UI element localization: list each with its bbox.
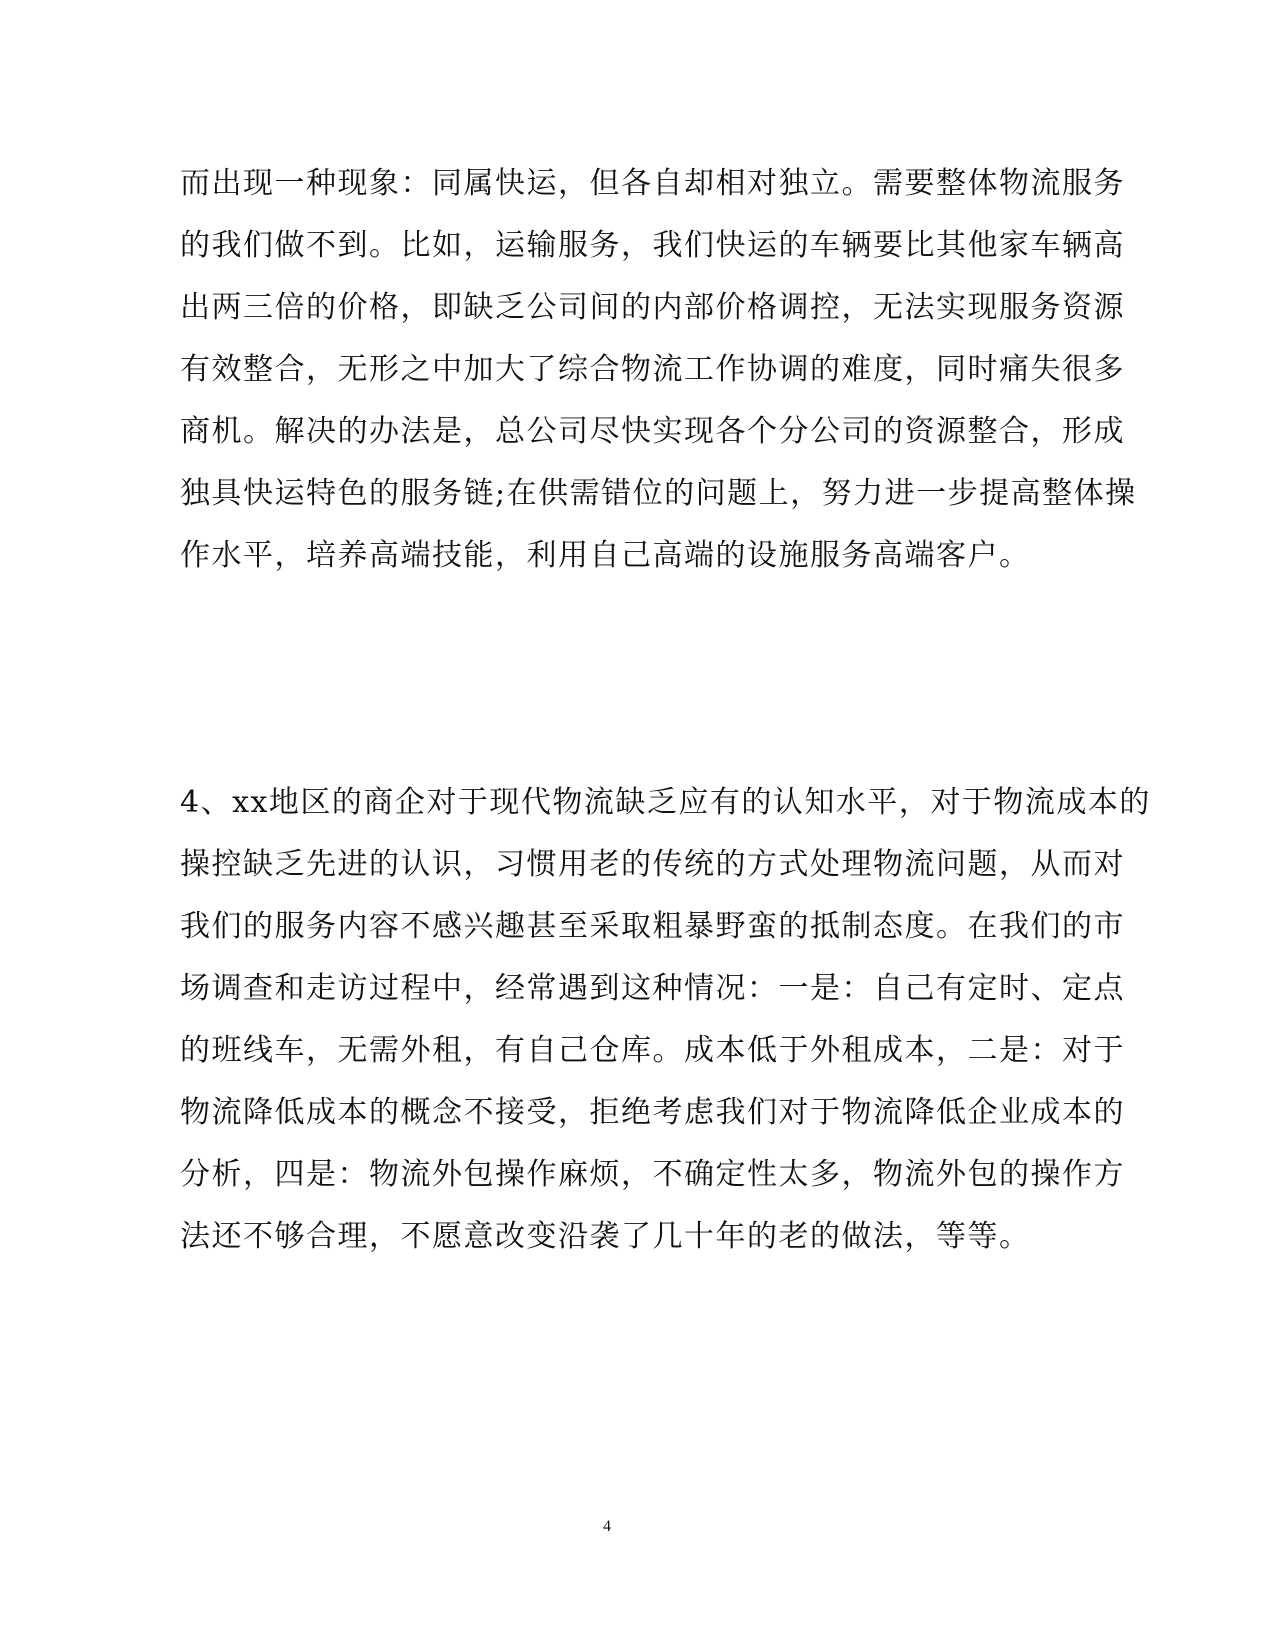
paragraph-line: 操控缺乏先进的认识，习惯用老的传统的方式处理物流问题，从而对 <box>180 847 1125 882</box>
paragraph-line: 而出现一种现象：同属快运，但各自却相对独立。需要整体物流服务 <box>180 166 1125 201</box>
paragraph-line: 独具快运特色的服务链;在供需错位的问题上，努力进一步提高整体操 <box>180 476 1137 511</box>
paragraph-line: 物流降低成本的概念不接受，拒绝考虑我们对于物流降低企业成本的 <box>180 1095 1125 1130</box>
paragraph-line: 的我们做不到。比如，运输服务，我们快运的车辆要比其他家车辆高 <box>180 228 1125 263</box>
paragraph-line: 4、xx地区的商企对于现代物流缺乏应有的认知水平，对于物流成本的 <box>180 785 1151 820</box>
paragraph-line: 法还不够合理，不愿意改变沿袭了几十年的老的做法，等等。 <box>180 1219 1031 1254</box>
paragraph-line: 的班线车，无需外租，有自己仓库。成本低于外租成本，二是：对于 <box>180 1033 1125 1068</box>
paragraph-line: 出两三倍的价格，即缺乏公司间的内部价格调控，无法实现服务资源 <box>180 290 1125 325</box>
paragraph-line: 作水平，培养高端技能，利用自己高端的设施服务高端客户。 <box>180 538 1031 573</box>
paragraph-line: 场调查和走访过程中，经常遇到这种情况：一是：自己有定时、定点 <box>180 971 1125 1006</box>
paragraph-line: 有效整合，无形之中加大了综合物流工作协调的难度，同时痛失很多 <box>180 352 1125 387</box>
paragraph-line: 分析，四是：物流外包操作麻烦，不确定性太多，物流外包的操作方 <box>180 1157 1125 1192</box>
paragraph-line: 我们的服务内容不感兴趣甚至采取粗暴野蛮的抵制态度。在我们的市 <box>180 909 1125 944</box>
paragraph-line: 商机。解决的办法是，总公司尽快实现各个分公司的资源整合，形成 <box>180 414 1125 449</box>
page-number: 4 <box>603 1518 611 1535</box>
